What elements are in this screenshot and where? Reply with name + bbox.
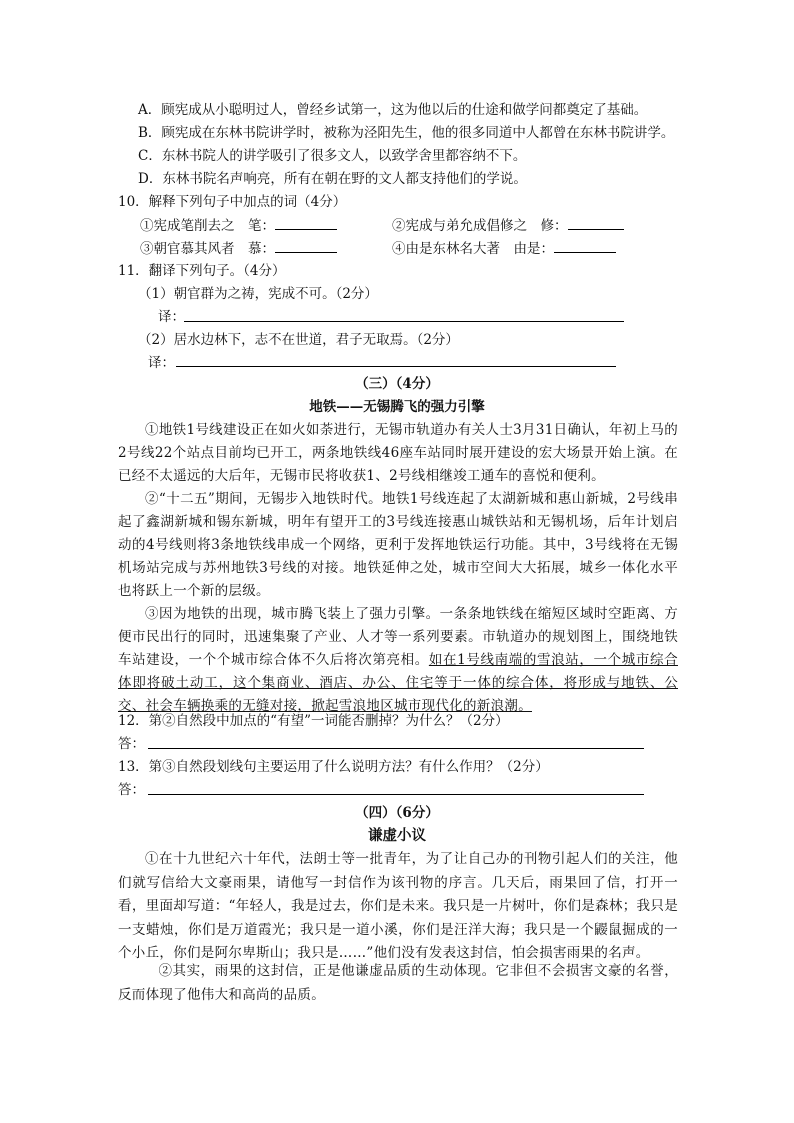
q11-translate-label-2: 译： (148, 355, 175, 371)
q10-item-3-text: ③朝官慕其风者 慕： (140, 241, 275, 257)
option-d: D．东林书院名声响亮，所有在朝在野的文人都支持他们的学说。 (138, 171, 527, 187)
q12-answer-label: 答： (118, 736, 145, 752)
q10-item-1-text: ①宪成笔削去之 笔： (140, 218, 275, 234)
section-3-title: 地铁——无锡腾飞的强力引擎 (309, 399, 485, 415)
answer-blank[interactable] (275, 238, 337, 253)
q10-item-2 (392, 215, 624, 236)
section-3-paragraph-2: ②“十二五”期间，无锡步入地铁时代。地铁1号线连起了太湖新城和惠山新城，2号线串起了鑫湖新城和锡东新城，明年有望开工的3号线连接惠山城铁站和无锡机场，后年计划启动的4号线则将3条地铁线串成一个网络，更利于发挥地铁运行功能。其中，3号线将在无锡机场站完成与苏州地铁3号线的对接。地铁延伸之处，城市空间大大拓展，城乡一体化水平也将跃上一个新的层级。 (118, 491, 678, 599)
q10-item-2-text: ②宪成与弟允成倡修之 修： (392, 218, 568, 234)
q10-stem: 10．解释下列句子中加点的词（4分） (118, 194, 347, 210)
section-4-heading: （四）（6分） (355, 805, 439, 821)
q10-item-3 (140, 238, 337, 259)
q13-answer-line[interactable] (148, 794, 644, 795)
q11-stem: 11．翻译下列句子。（4分） (118, 263, 286, 279)
option-c: C．东林书院人的讲学吸引了很多文人，以致学舍里都容纳不下。 (138, 148, 527, 164)
q11-translate-label-1: 译： (158, 309, 185, 325)
q11-answer-line-2[interactable] (176, 366, 616, 367)
section-3-paragraph-3 (118, 603, 678, 718)
option-a: A．顾宪成从小聪明过人，曾经乡试第一，这为他以后的仕途和做学问都奠定了基础。 (138, 102, 648, 118)
option-b: B．顾宪成在东林书院讲学时，被称为泾阳先生，他的很多同道中人都曾在东林书院讲学。 (138, 125, 675, 141)
q11-answer-line-1[interactable] (184, 321, 624, 322)
q12-stem: 12．第②自然段中加点的“有望”一词能否删掉？为什么？（2分） (118, 713, 509, 729)
section-3-paragraph-1: ①地铁1号线建设正在如火如荼进行，无锡市轨道办有关人士3月31日确认，年初上马的2号线22个站点目前均已开工，两条地铁线46座车站同时展开建设的宏大场景开始上演。在已经不太遥远的大后年，无锡市民将收获1、2号线相继竣工通车的喜悦和便利。 (118, 422, 678, 484)
q10-item-4 (392, 238, 616, 259)
paragraph-3-text: ③因为地铁的出现，城市腾飞装上了强力引擎。一条条地铁线在缩短区域时空距离、方便市民出行的同时，迅速集聚了产业、人才等一系列要素。市轨道办的规划图上，围绕地铁车站建设，一个个城市综合体不久后将次第亮相。 (118, 606, 678, 668)
q11-sentence-2: （2）居水边林下，志不在世道，君子无取焉。（2分） (138, 332, 459, 348)
q13-answer-label: 答： (118, 782, 145, 798)
section-3-heading: （三）（4分） (355, 376, 439, 392)
answer-blank[interactable] (554, 238, 616, 253)
section-4-paragraph-2: ②其实，雨果的这封信，正是他谦虚品质的生动体现。它非但不会损害文豪的名誉，反而体现了他伟大和高尚的品质。 (118, 963, 678, 1003)
q10-item-1 (140, 215, 337, 236)
q12-answer-line[interactable] (148, 748, 644, 749)
q13-stem: 13．第③自然段划线句主要运用了什么说明方法？有什么作用？（2分） (118, 759, 549, 775)
answer-blank[interactable] (568, 215, 624, 230)
answer-blank[interactable] (275, 215, 337, 230)
underlined-sentence: 如在1号线南端的雪浪站，一个城市综合体即将破土动工，这个集商业、酒店、办公、住宅等于一体的综合体，将形成与地铁、公交、社会车辆换乘的无缝对接，掀起雪浪地区城市现代化的新浪潮。 (118, 652, 678, 714)
q11-sentence-1: （1）朝官群为之祷，宪成不可。（2分） (138, 286, 378, 302)
section-4-paragraph-1: ①在十九世纪六十年代，法朗士等一批青年，为了让自己办的刊物引起人们的关注，他们就写信给大文豪雨果，请他写一封信作为该刊物的序言。几天后，雨果回了信，打开一看，里面却写道：“年轻人，我是过去，你们是未来。我只是一片树叶，你们是森林；我只是一支蜡烛，你们是万道霞光；我只是一道小溪，你们是汪洋大海；我只是一个鼹鼠掘成的一个小丘，你们是阿尔卑斯山；我只是……”他们没有发表这封信，怕会损害雨果的名声。 (118, 851, 678, 961)
section-4-title: 谦虚小议 (368, 827, 426, 844)
q10-item-4-text: ④由是东林名大著 由是： (392, 241, 554, 257)
